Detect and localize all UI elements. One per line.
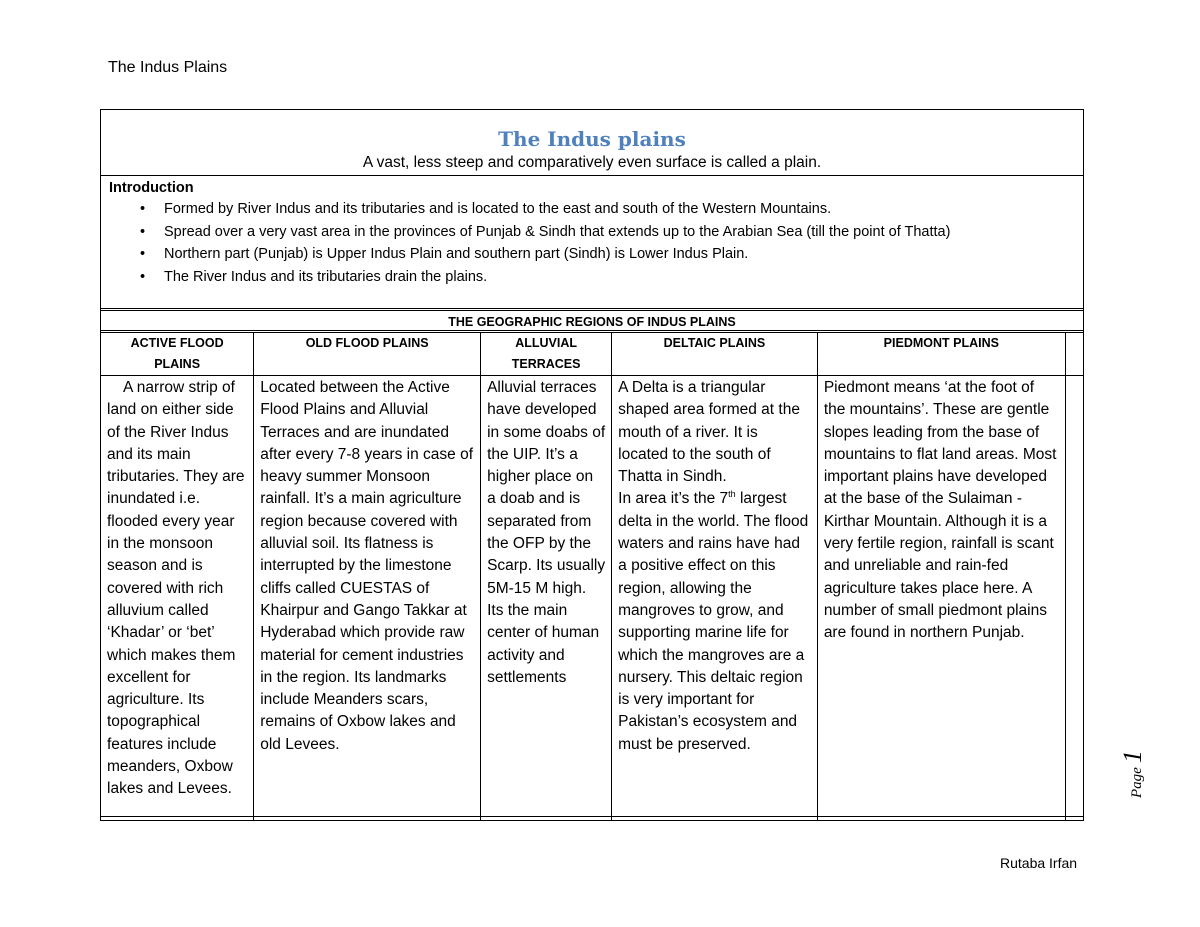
page-word: Page — [1129, 767, 1145, 798]
list-item: • Northern part (Punjab) is Upper Indus Plain and southern part (Sindh) is Lower Indus Plain. — [109, 243, 1083, 266]
empty-header-cell — [1065, 333, 1083, 376]
column-header-deltaic-plains: DELTAIC PLAINS — [612, 333, 818, 376]
regions-title: THE GEOGRAPHIC REGIONS OF INDUS PLAINS — [101, 310, 1083, 331]
page-footer-author: Rutaba Irfan — [1000, 855, 1078, 871]
introduction-heading: Introduction — [109, 180, 194, 196]
empty-cell — [1065, 376, 1083, 821]
regions-table — [100, 332, 1084, 821]
document-table — [100, 109, 1084, 817]
deltaic-paragraph-2 — [618, 488, 811, 756]
ordinal-suffix: th — [728, 489, 736, 500]
cell-text: A narrow strip of land on either side of the River Indus and its main tributaries. They are inundated i.e. flooded every year in the monsoon season and is covered with rich alluvium called ‘Khadar’ or ‘bet’ which makes them excellent for agriculture. Its topographical features include meanders, Oxbow lakes and Levees. — [107, 379, 245, 798]
table-header-row — [101, 333, 1084, 376]
document-subtitle: A vast, less steep and comparatively even surface is called a plain. — [362, 154, 822, 171]
column-header-active-flood-plains: ACTIVE FLOOD PLAINS — [101, 333, 254, 376]
list-item: • Formed by River Indus and its tributaries and is located to the east and south of the Western Mountains. — [109, 198, 1083, 221]
cell-deltaic-plains — [612, 376, 818, 821]
list-item: • Spread over a very vast area in the provinces of Punjab & Sindh that extends up to the Arabian Sea (till the point of Thatta) — [109, 221, 1083, 244]
introduction-section — [101, 176, 1083, 309]
title-block — [101, 110, 1083, 176]
cell-active-flood-plains — [101, 376, 254, 821]
column-header-piedmont-plains: PIEDMONT PLAINS — [817, 333, 1065, 376]
cell-piedmont-plains: Piedmont means ‘at the foot of the mountains’. These are gentle slopes leading from the base of mountains to flat land areas. Most important plains have developed at the base of the Sulaiman - Kirthar Mountain. Although it is a very fertile region, rainfall is scant and unreliable and rain-fed agriculture takes place here. A number of small piedmont plains are found in northern Punjab. — [817, 376, 1065, 821]
deltaic-text-b: largest delta in the world. The flood waters and rains have had a positive effect on this region, allowing the mangroves to grow, and supporting marine life for which the mangroves are a nursery. This deltaic region is very important for Pakistan’s ecosystem and must be preserved. — [618, 490, 809, 753]
list-item: • The River Indus and its tributaries drain the plains. — [109, 266, 1083, 289]
deltaic-paragraph-1: A Delta is a triangular shaped area formed at the mouth of a river. It is located to the south of Thatta in Sindh. — [618, 379, 800, 486]
document-title: The Indus plains — [498, 127, 686, 151]
cell-old-flood-plains: Located between the Active Flood Plains and Alluvial Terraces and are inundated after every 7-8 years in case of heavy summer Monsoon rainfall. It’s a main agriculture region because covered with alluvial soil. Its flatness is interrupted by the limestone cliffs called CUESTAS of Khairpur and Gango Takkar at Hyderabad which provide raw material for cement industries in the region. Its landmarks include Meanders scars, remains of Oxbow lakes and old Levees. — [254, 376, 481, 821]
cell-alluvial-terraces: Alluvial terraces have developed in some doabs of the UIP. It’s a higher place on a doab and is separated from the OFP by the Scarp. Its usually 5M-15 M high. Its the main center of human activity and settlements — [481, 376, 612, 821]
table-row — [101, 376, 1084, 821]
page-header: The Indus Plains — [108, 59, 228, 76]
column-header-old-flood-plains: OLD FLOOD PLAINS — [254, 333, 481, 376]
page-number — [1118, 750, 1178, 798]
column-header-alluvial-terraces: ALLUVIAL TERRACES — [481, 333, 612, 376]
deltaic-text-a: In area it’s the 7 — [618, 490, 729, 508]
regions-section — [101, 309, 1083, 816]
page-number-value: 1 — [1118, 750, 1147, 764]
introduction-list — [109, 198, 1083, 288]
